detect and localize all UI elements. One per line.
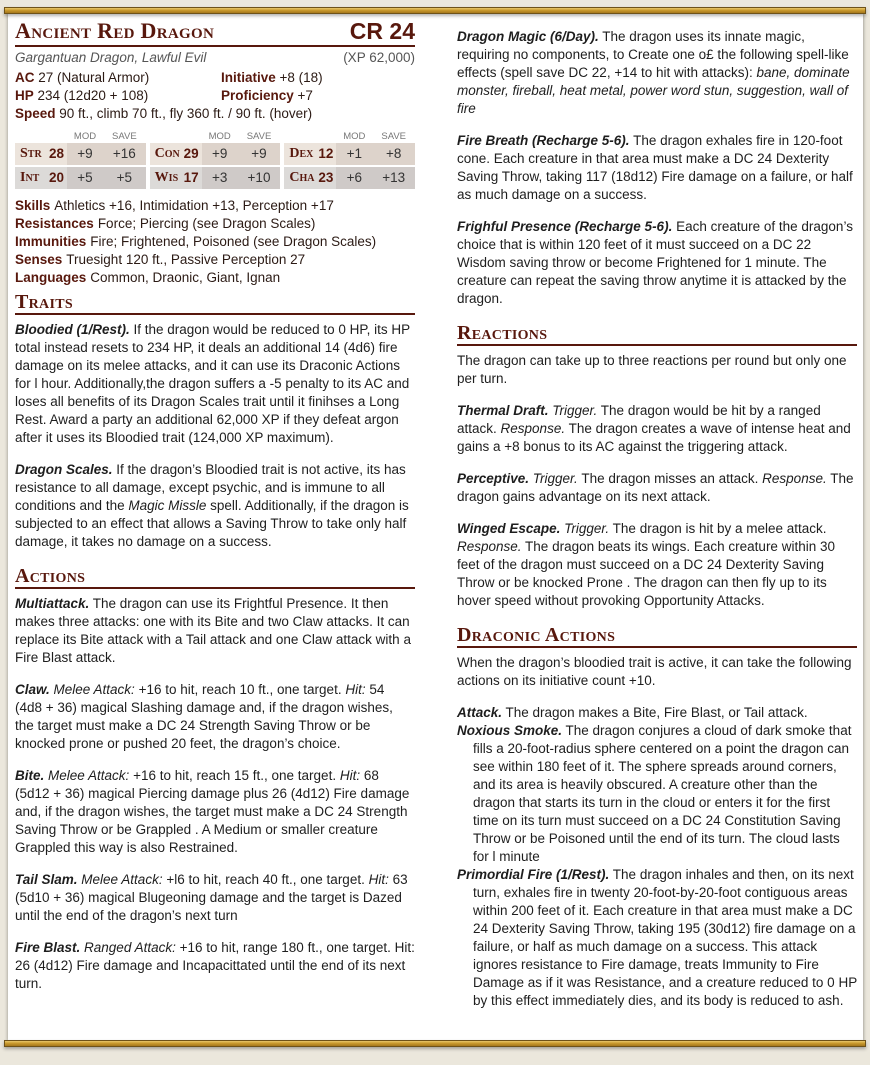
properties-list: [15, 197, 415, 287]
resistances: Resistances Force; Piercing (see Dragon Scales): [15, 216, 316, 231]
senses: Senses Truesight 120 ft., Passive Perception 27: [15, 252, 306, 267]
monster-type: Gargantuan Dragon, Lawful Evil: [15, 50, 207, 65]
armor-class: AC 27 (Natural Armor): [15, 70, 150, 85]
ability-cha: Cha 23 +6 +13: [284, 167, 415, 189]
ability-str: Str 28 +9 +16: [15, 143, 146, 165]
action-frightful-presence: Frighful Presence (Recharge 5-6). Each creature of the dragon’s choice that is within 120 feet of it must succeed on a DC 22 Wisdom saving throw or become Frightened for 1 minute. The creature can repeat the saving throw anytime it is attacked by the dragon.: [457, 219, 853, 306]
monster-name: Ancient Red Dragon: [15, 18, 215, 43]
draconic-actions-heading: Draconic Actions: [457, 624, 857, 648]
ability-group-str-int: MOD SAVE Str 28 +9 +16 Int 20 +5 +5: [15, 130, 146, 191]
xp-value: (XP 62,000): [343, 50, 415, 65]
right-column: [457, 28, 857, 1010]
draconic-primordial-fire: Primordial Fire (1/Rest). The dragon inhales and then, on its next turn, exhales fire in twenty 20-foot-by-20-foot contiguous areas within 200 feet of it. Each creature in that area must make a DC 24 Dexterity Saving Throw, taking 195 (30d12) fire damage on a failure, or half as much damage on a success. This attack ignores resistance to Fire damage, treats Immunity to Fire Damage as if it was Resistance, and a creature reduced to 0 HP by this effect immediately dies, and its body is reduced to ash.: [457, 867, 857, 1008]
top-border-bar: [4, 7, 866, 14]
initiative: Initiative +8 (18): [221, 70, 323, 85]
ability-dex: Dex 12 +1 +8: [284, 143, 415, 165]
hit-points: HP 234 (12d20 + 108): [15, 88, 149, 103]
speed: Speed 90 ft., climb 70 ft., fly 360 ft. / 90 ft. (hover): [15, 106, 313, 121]
immunities: Immunities Fire; Frightened, Poisoned (see Dragon Scales): [15, 234, 377, 249]
ability-group-dex-cha: MOD SAVE Dex 12 +1 +8 Cha 23 +6 +13: [284, 130, 415, 191]
action-dragon-magic: Dragon Magic (6/Day). The dragon uses its innate magic, requiring no components, to Create one o£ the following spell-like effects (spell save DC 22, +14 to hit with attacks): bane, dominate monster, fireball, heat metal, power word stun, suggestion, wall of fire: [457, 29, 850, 116]
reactions-intro: The dragon can take up to three reactions per round but only one per turn.: [457, 353, 847, 386]
subtitle-row: [15, 50, 415, 65]
ability-int: Int 20 +5 +5: [15, 167, 146, 189]
trait-bloodied: Bloodied (1/Rest). If the dragon would be reduced to 0 HP, its HP total instead resets to 234 HP, it deals an additional 14 (4d6) fire damage on its melee attacks, and it can use its Draconic Actions for l hour. Additionally,the dragon suffers a -5 penalty to its AC and loses all benefits of its Dragon Scales trait until it finihses a Long Rest. Award a party an additional 62,000 XP if they defeat argon after it uses its Bloodied trait (124,000 XP maximum).: [15, 322, 410, 445]
draconic-attack: Attack. The dragon makes a Bite, Fire Blast, or Tail attack.: [457, 705, 808, 720]
action-bite: Bite. Melee Attack: +16 to hit, reach 15 ft., one target. Hit: 68 (5d12 + 36) magical Piercing damage plus 26 (4d12) Fire damage and, if the dragon wishes, the target must make a DC 24 Strength Saving Throw or be Grappled . A Medium or smaller creature Grappled this way is also Restrained.: [15, 768, 410, 855]
ability-group-con-wis: MOD SAVE Con 29 +9 +9 Wis 17 +3 +10: [150, 130, 281, 191]
traits-heading: Traits: [15, 291, 415, 315]
languages: Languages Common, Draonic, Giant, Ignan: [15, 270, 281, 285]
reactions-heading: Reactions: [457, 322, 857, 346]
core-attributes: [15, 69, 415, 123]
bottom-border-bar: [4, 1040, 866, 1047]
action-multiattack: Multiattack. The dragon can use its Frightful Presence. It then makes three attacks: one with its Bite and two Claw attacks. It can replace its Bite attack with a Tail attack and one Claw attack with a Fire Blast attack.: [15, 596, 411, 665]
actions-heading: Actions: [15, 565, 415, 589]
skills: Skills Athletics +16, Intimidation +13, Perception +17: [15, 198, 334, 213]
title-row: [15, 18, 415, 47]
proficiency: Proficiency +7: [221, 88, 313, 103]
challenge-rating: CR 24: [349, 18, 415, 44]
action-fire-blast: Fire Blast. Ranged Attack: +16 to hit, range 180 ft., one target. Hit: 26 (4d12) Fire damage and Incapacittated until the end of its next turn.: [15, 940, 415, 991]
ability-scores: [15, 130, 415, 191]
ability-wis: Wis 17 +3 +10: [150, 167, 281, 189]
trait-dragon-scales: Dragon Scales. If the dragon’s Bloodied trait is not active, its has resistance to all damage, except psychic, and is immune to all conditions and the Magic Missle spell. Additionally, if the dragon is subjected to an effect that allows a Saving Throw to take only half damage, it takes no damage on a success.: [15, 462, 409, 549]
reaction-winged-escape: Winged Escape. Trigger. The dragon is hit by a melee attack. Response. The dragon beats its wings. Each creature within 30 feet of the dragon must succeed on a DC 24 Dexterity Saving Throw or be knocked Prone . The dragon can then fly up to its hover speed without provoking Opportunity Attacks.: [457, 521, 835, 608]
draconic-intro: When the dragon’s bloodied trait is active, it can take the following actions on its initiative count +10.: [457, 655, 852, 688]
reaction-perceptive: Perceptive. Trigger. The dragon misses an attack. Response. The dragon gains advantage on its next attack.: [457, 471, 854, 504]
action-claw: Claw. Melee Attack: +16 to hit, reach 10 ft., one target. Hit: 54 (4d8 + 36) magical Slashing damage and, if the dragon wishes, the target must make a DC 24 Strength Saving Throw or be knocked prone or pushed 20 feet, the dragon’s choice.: [15, 682, 393, 751]
stat-block-page: [8, 14, 863, 1041]
action-fire-breath: Fire Breath (Recharge 5-6). The dragon exhales fire in 120-foot cone. Each creature in that area must make a DC 24 Dexterity Saving Throw, taking 117 (18d12) Fire damage on a failure, or half as much damage on a success.: [457, 133, 853, 202]
draconic-noxious-smoke: Noxious Smoke. The dragon conjures a cloud of dark smoke that fills a 20-foot-radius sphere centered on a point the dragon can see within 180 feet of it. The sphere spreads around corners, and its area is heavily obscured. A creature other than the dragon that starts its turn in the cloud or enters it for the first time on its turn must succeed on a DC 24 Constitution Saving Throw or be Poisoned until the end of its turn. The cloud lasts for l minute: [457, 723, 852, 864]
reaction-thermal-draft: Thermal Draft. Trigger. The dragon would be hit by a ranged attack. Response. The dragon creates a wave of intense heat and gains a +8 bonus to its AC against the triggering attack.: [457, 403, 851, 454]
left-column: [15, 14, 415, 1007]
ability-con: Con 29 +9 +9: [150, 143, 281, 165]
action-tail-slam: Tail Slam. Melee Attack: +l6 to hit, reach 40 ft., one target. Hit: 63 (5d10 + 36) magical Blugeoning damage and the target is Dazed until the end of the dragon’s next turn: [15, 872, 408, 923]
